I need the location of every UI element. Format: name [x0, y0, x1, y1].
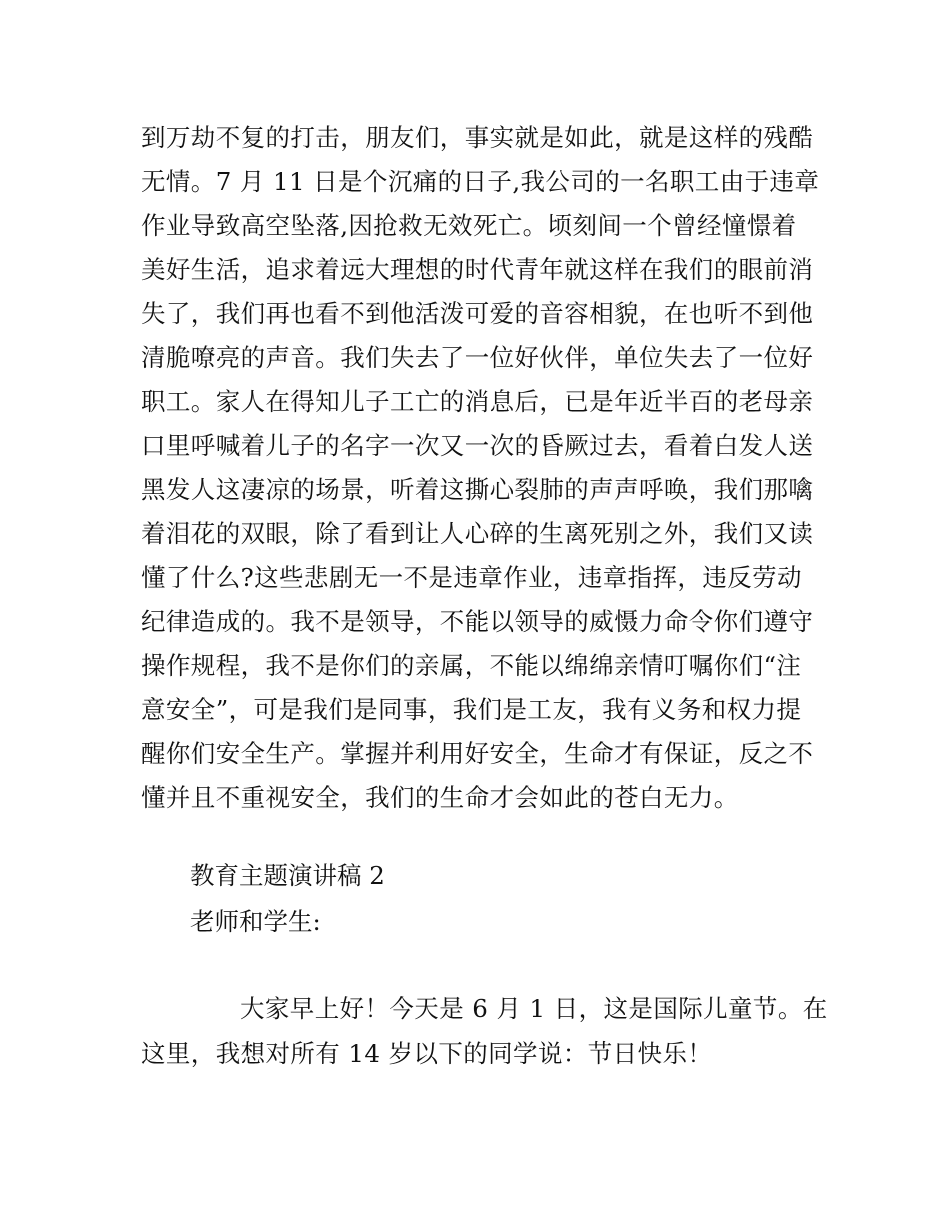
body-text-line: 美好生活，追求着远大理想的时代青年就这样在我们的眼前消 [141, 255, 814, 284]
body-text-line: 懂并且不重视安全，我们的生命才会如此的苍白无力。 [141, 783, 739, 812]
body-text-line: 这里，我想对所有 14 岁以下的同学说：节日快乐！ [141, 1039, 713, 1068]
body-text-line: 黑发人这凄凉的场景，听着这撕心裂肺的声声呼唤，我们那噙 [141, 475, 814, 504]
body-text-line: 懂了什么?这些悲剧无一不是违章作业，违章指挥，违反劳动 [141, 563, 802, 592]
body-text-line: 口里呼喊着儿子的名字一次又一次的昏厥过去，看着白发人送 [141, 431, 814, 460]
body-text-line: 清脆嘹亮的声音。我们失去了一位好伙伴，单位失去了一位好 [141, 343, 814, 372]
salutation: 老师和学生: [190, 907, 321, 936]
body-text-line: 大家早上好！今天是 6 月 1 日，这是国际儿童节。在 [240, 994, 828, 1023]
body-text-line: 醒你们安全生产。掌握并利用好安全，生命才有保证，反之不 [141, 739, 814, 768]
body-text-line: 意安全”，可是我们是同事，我们是工友，我有义务和权力提 [141, 695, 802, 724]
body-text-line: 无情。7 月 11 日是个沉痛的日子,我公司的一名职工由于违章 [141, 167, 820, 196]
body-text-line: 到万劫不复的打击，朋友们，事实就是如此，就是这样的残酷 [141, 123, 814, 152]
body-text-line: 作业导致高空坠落,因抢救无效死亡。顷刻间一个曾经憧憬着 [141, 211, 797, 240]
body-text-line: 纪律造成的。我不是领导，不能以领导的威慑力命令你们遵守 [141, 607, 814, 636]
body-text-line: 失了，我们再也看不到他活泼可爱的音容相貌，在也听不到他 [141, 299, 814, 328]
body-text-line: 着泪花的双眼，除了看到让人心碎的生离死别之外，我们又读 [141, 519, 814, 548]
body-text-line: 职工。家人在得知儿子工亡的消息后，已是年近半百的老母亲 [141, 387, 814, 416]
section-title: 教育主题演讲稿 2 [190, 861, 385, 890]
body-text-line: 操作规程，我不是你们的亲属，不能以绵绵亲情叮嘱你们“注 [141, 651, 802, 680]
